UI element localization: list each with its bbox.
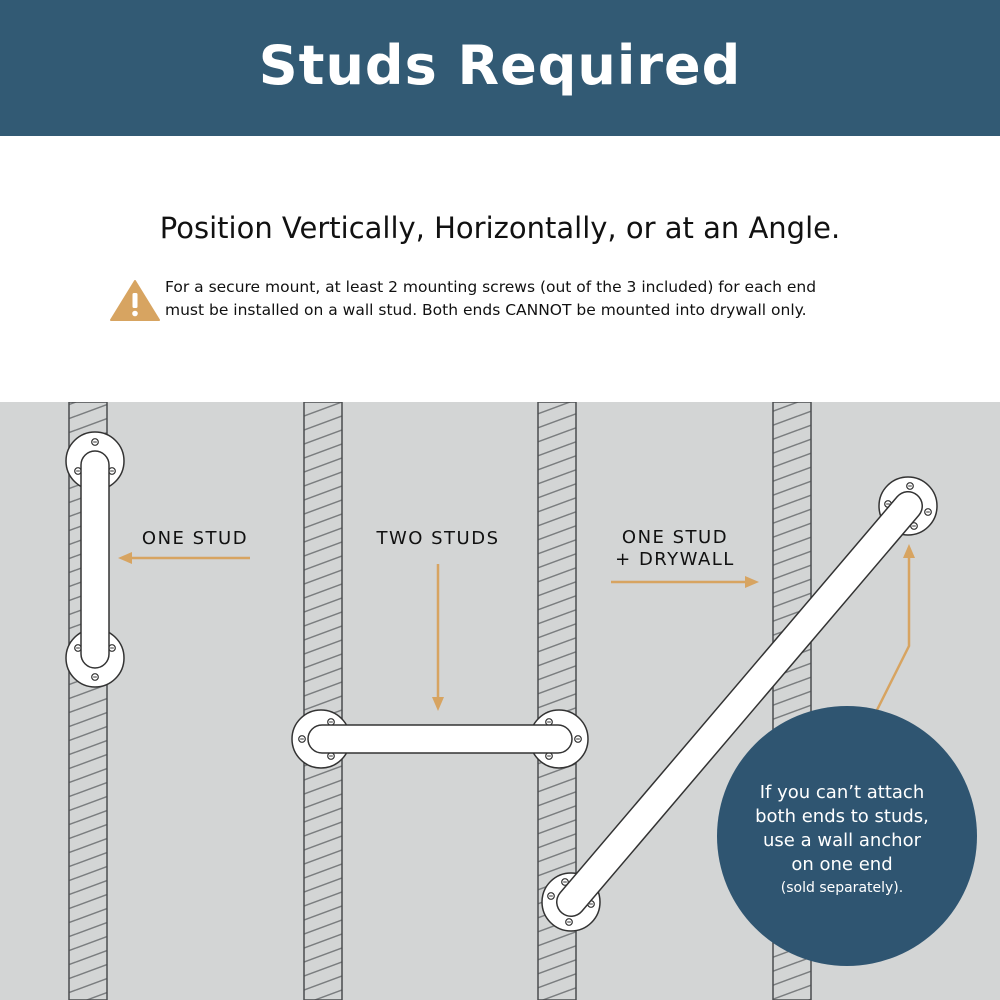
callout-line-2: both ends to studs, — [755, 806, 929, 827]
subtitle: Position Vertically, Horizontally, or at an Angle. — [159, 211, 841, 245]
wall-stud-2 — [304, 402, 342, 1000]
label-two-studs: TWO STUDS — [376, 528, 500, 549]
label-one-stud-drywall-line-2: + DRYWALL — [615, 549, 735, 570]
callout-text — [724, 781, 960, 898]
warning-line-2: must be installed on a wall stud. Both ends CANNOT be mounted into drywall only. — [165, 301, 807, 319]
callout-line-1: If you can’t attach — [759, 782, 925, 803]
warning-line-1: For a secure mount, at least 2 mounting screws (out of the 3 included) for each end — [165, 278, 817, 296]
callout-line-3: use a wall anchor — [763, 830, 921, 851]
callout-line-4: on one end — [791, 854, 893, 875]
page-title: Studs Required — [258, 34, 742, 97]
callout-note: (sold separately). — [780, 880, 904, 896]
header-banner — [0, 0, 1000, 136]
warning-triangle-icon — [109, 279, 161, 323]
label-one-stud-drywall-line-1: ONE STUD — [621, 527, 729, 548]
wall-diagram — [0, 402, 1000, 1000]
label-one-stud: ONE STUD — [141, 528, 249, 549]
warning-text — [165, 276, 925, 322]
